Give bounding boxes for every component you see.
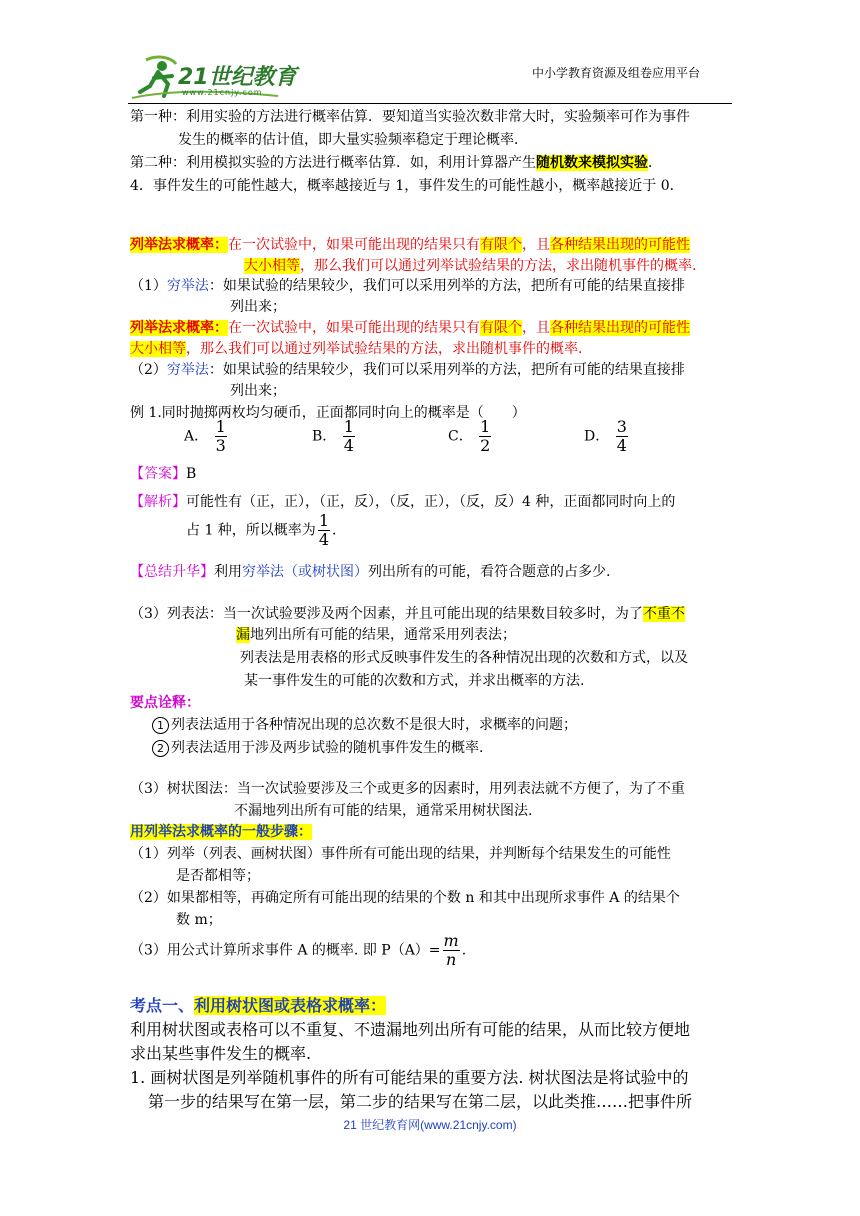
method-two-line [130, 153, 662, 173]
option-d-fraction [616, 418, 628, 455]
site-logo [128, 50, 298, 108]
method-one-line2: 发生的概率的估计值，即大量实验频率稳定于理论概率． [178, 132, 528, 148]
enum-def-1-hl1: 有限个 [480, 237, 522, 253]
analysis-num: 1 [318, 511, 329, 530]
point-four-line: 4．事件发生的可能性越大，概率越接近与 1，事件发生的可能性越小，概率越接近于 0． [130, 178, 684, 194]
keypoint-2-text: 列表法适用于涉及两步试验的随机事件发生的概率. [171, 740, 484, 756]
table-method-hl-2: 漏 [236, 627, 250, 643]
option-c-num: 1 [480, 417, 491, 436]
summary-text-c: 列出所有的可能，看符合题意的占多少. [368, 564, 611, 580]
header-platform-name: 中小学教育资源及组卷应用平台 [532, 66, 701, 80]
analysis-line1 [130, 492, 675, 512]
enum-def-2-hl1: 有限个 [480, 320, 522, 336]
option-c-label: C． [448, 428, 473, 445]
enum-def-2-hl2: 各种结果出现的可能性 [550, 320, 690, 336]
step-3-text: （3）用公式计算所求事件 A 的概率. 即 P（A）= [130, 942, 441, 959]
exhaustive-2-line1 [130, 360, 685, 380]
section-para-line4: 第一步的结果写在第一层，第二步的结果写在第二层，以此类推……把事件所 [148, 1092, 693, 1111]
keypoint-2 [152, 738, 483, 758]
enum-def-1-text: 在一次试验中，如果可能出现的结果只有 [228, 237, 480, 253]
table-method-line4: 某一事件发生的可能的次数和方式，并求出概率的方法. [244, 673, 585, 689]
option-a-fraction [215, 418, 227, 455]
enum-def-1-line2 [244, 256, 696, 276]
footer-site[interactable]: 21 世纪教育网(www.21cnjy.com) [343, 1118, 517, 1132]
enum-def-1-text3: ，那么我们可以通过列举试验结果的方法，求出随机事件的概率. [300, 258, 697, 274]
enum-def-1-text2: ，且 [522, 237, 550, 253]
exhaustive-1-term: 穷举法 [166, 278, 209, 294]
keypoint-1-text: 列表法适用于各种情况出现的总次数不是很大时，求概率的问题； [171, 717, 577, 733]
section-para-line3: 1. 画树状图是列举随机事件的所有可能结果的重要方法. 树状图法是将试验中的 [130, 1068, 689, 1087]
summary-line [130, 562, 610, 582]
method-two-end: ． [648, 155, 662, 171]
steps-title [130, 822, 312, 842]
method-two-text: 第二种：利用模拟实验的方法进行概率估算．如，利用计算器产生 [130, 155, 536, 171]
section-para-line1: 利用树状图或表格可以不重复、不遗漏地列出所有可能的结果，从而比较方便地 [130, 1020, 691, 1039]
analysis-tag: 【解析】 [130, 494, 186, 510]
summary-text-a: 利用 [214, 564, 242, 580]
enum-def-1-title: 列举法求概率： [130, 237, 228, 253]
table-method-text-2: 地列出所有可能的结果，通常采用列表法； [250, 627, 516, 643]
option-d-label: D． [584, 428, 610, 445]
answer-line [130, 464, 196, 484]
table-method-line2 [236, 625, 516, 645]
section-para-line2: 求出某些事件发生的概率. [130, 1044, 312, 1063]
analysis-den: 4 [318, 530, 329, 549]
example-1-stem: 例 1.同时抛掷两枚均匀硬币，正面都同时向上的概率是（ ） [130, 405, 526, 421]
method-one-line1: 第一种：利用实验的方法进行概率估算．要知道当实验次数非常大时，实验频率可作为事件 [130, 109, 690, 125]
exhaustive-1-line1 [130, 276, 685, 296]
section-title-prefix: 考点一、 [130, 996, 195, 1015]
analysis-text-1: 可能性有（正，正），（正，反），（反，正），（反，反）4 种，正面都同时向上的 [186, 494, 676, 510]
enum-def-2-hl3: 大小相等 [130, 341, 186, 357]
analysis-line2 [186, 512, 346, 549]
enum-def-1-hl2: 各种结果出现的可能性 [550, 237, 690, 253]
option-a [184, 418, 229, 455]
step-2-line2: 数 m； [176, 912, 222, 928]
option-d [584, 418, 630, 455]
answer-tag: 【答案】 [130, 466, 186, 482]
method-two-highlight: 随机数来模拟实验 [536, 155, 648, 171]
summary-tag: 【总结升华】 [130, 564, 214, 580]
logo-text: 21世纪教育 [178, 65, 297, 90]
enum-def-1-hl3: 大小相等 [244, 258, 300, 274]
section-title-highlight: 利用树状图或表格求概率： [194, 996, 387, 1015]
option-c [448, 418, 493, 455]
header-divider [128, 103, 732, 104]
exhaustive-2-line2: 列出来； [230, 383, 286, 399]
enum-def-2-line1 [130, 318, 690, 338]
step-1-line2: 是否都相等； [176, 868, 260, 884]
keypoints-title: 要点诠释： [130, 695, 200, 711]
option-c-den: 2 [480, 436, 491, 455]
tree-method-line2: 不漏地列出所有可能的结果，通常采用树状图法. [234, 803, 533, 819]
formula-fraction [443, 932, 460, 969]
analysis-fraction [318, 512, 330, 549]
exhaustive-1-line2: 列出来； [230, 299, 286, 315]
enum-def-2-text2: ，且 [522, 320, 550, 336]
table-method-line1 [130, 604, 685, 624]
section-title [130, 994, 386, 1018]
option-b-label: B． [312, 428, 337, 445]
enum-def-2-text: 在一次试验中，如果可能出现的结果只有 [228, 320, 480, 336]
exhaustive-1-num: （1） [130, 278, 167, 294]
table-method-line3: 列表法是用表格的形式反映事件发生的各种情况出现的次数和方式，以及 [240, 650, 688, 666]
circled-number-icon: 2 [152, 740, 169, 757]
option-b-fraction [343, 418, 355, 455]
exhaustive-2-term: 穷举法 [166, 362, 209, 378]
option-b [312, 418, 357, 455]
option-a-den: 3 [215, 436, 226, 455]
option-d-den: 4 [616, 436, 627, 455]
formula-num: m [443, 931, 459, 950]
enum-def-2-text3: ，那么我们可以通过列举试验结果的方法，求出随机事件的概率. [186, 341, 583, 357]
option-a-label: A． [184, 428, 209, 445]
keypoint-1 [152, 715, 577, 735]
exhaustive-2-text: ：如果试验的结果较少，我们可以采用列举的方法，把所有可能的结果直接排 [208, 362, 685, 378]
table-method-text-1: （3）列表法：当一次试验要涉及两个因素，并且可能出现的结果数目较多时，为了 [130, 606, 643, 622]
step-2-line1: （2）如果都相等，再确定所有可能出现的结果的个数 n 和其中出现所求事件 A 的结果个 [130, 890, 680, 906]
analysis-end: ． [332, 522, 346, 539]
tree-method-line1: （3）树状图法：当一次试验要涉及三个或更多的因素时，用列表法就不方便了，为了不重 [130, 781, 685, 797]
option-a-num: 1 [215, 417, 226, 436]
table-method-hl-1: 不重不 [642, 606, 685, 622]
step-1-line1: （1）列举（列表、画树状图）事件所有可能出现的结果，并判断每个结果发生的可能性 [130, 846, 671, 862]
enum-def-2-title: 列举法求概率： [130, 320, 228, 336]
step-3-line [130, 932, 466, 969]
steps-title-text: 用列举法求概率的一般步骤： [130, 824, 312, 840]
formula-den: n [445, 950, 457, 969]
exhaustive-1-text: ：如果试验的结果较少，我们可以采用列举的方法，把所有可能的结果直接排 [208, 278, 685, 294]
enum-def-1-line1 [130, 235, 690, 255]
circled-number-icon: 1 [152, 717, 169, 734]
answer-value: B [186, 466, 197, 482]
option-b-num: 1 [343, 417, 354, 436]
option-d-num: 3 [616, 417, 627, 436]
logo-url: www.21cnjy.com [182, 88, 263, 97]
exhaustive-2-num: （2） [130, 362, 167, 378]
option-c-fraction [479, 418, 491, 455]
analysis-text-2: 占 1 种，所以概率为 [186, 522, 316, 539]
step-3-end: . [461, 942, 467, 959]
enum-def-2-line2 [130, 339, 582, 359]
option-b-den: 4 [343, 436, 354, 455]
summary-term: 穷举法（或树状图） [242, 564, 368, 580]
